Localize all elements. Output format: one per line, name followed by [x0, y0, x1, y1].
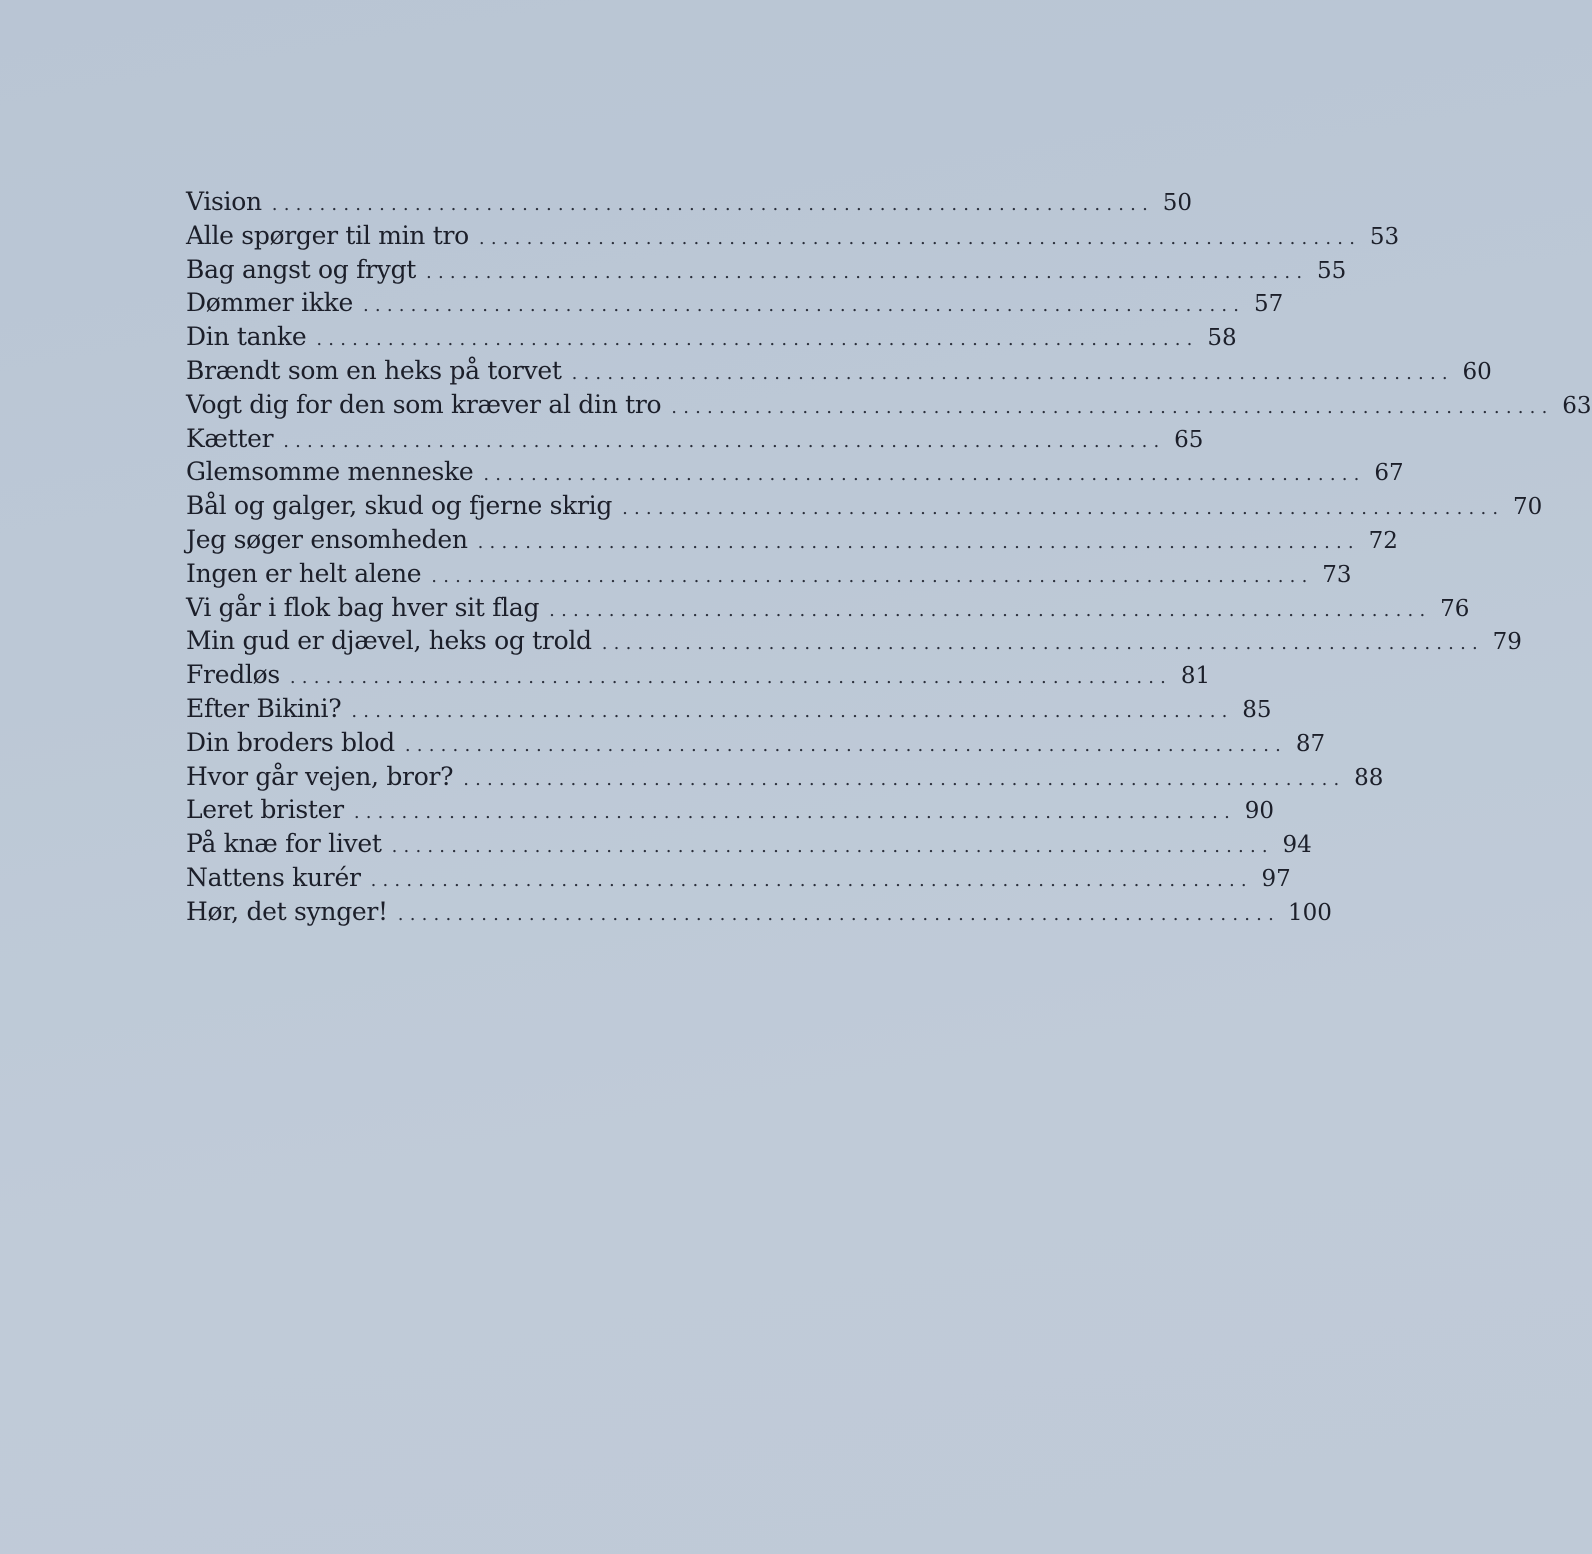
table-of-contents — [186, 185, 1592, 929]
toc-leader-dots: .......................................................................... — [622, 498, 1505, 520]
toc-entry-title: Glemsomme menneske — [186, 457, 474, 487]
toc-entry-page: 97 — [1261, 865, 1291, 892]
toc-leader-dots: .......................................................................... — [483, 464, 1366, 486]
toc-entry-title: Alle spørger til min tro — [186, 220, 469, 250]
toc-entry — [186, 793, 1275, 827]
toc-entry-title: Vi går i flok bag hver sit flag — [186, 592, 540, 622]
toc-entry-page: 70 — [1513, 494, 1543, 521]
toc-entry-page: 60 — [1462, 358, 1492, 385]
toc-entry-page: 55 — [1316, 257, 1347, 284]
toc-entry — [186, 591, 1470, 625]
toc-entry — [186, 422, 1204, 456]
toc-entry-title: Fredløs — [186, 660, 280, 690]
toc-leader-dots: .......................................................................... — [363, 295, 1246, 317]
toc-entry-page: 94 — [1282, 832, 1312, 859]
toc-entry — [186, 557, 1352, 591]
toc-leader-dots: .......................................................................... — [463, 768, 1346, 790]
toc-entry — [186, 455, 1404, 489]
toc-leader-dots: .......................................................................... — [426, 261, 1309, 283]
toc-entry-page: 58 — [1207, 325, 1237, 352]
toc-leader-dots: .......................................................................... — [601, 633, 1484, 655]
toc-leader-dots: .......................................................................... — [431, 565, 1314, 587]
toc-entry — [186, 726, 1326, 760]
toc-entry-page: 87 — [1295, 730, 1326, 757]
toc-entry-title: Leret brister — [186, 795, 344, 825]
toc-entry-page: 53 — [1369, 223, 1400, 250]
toc-leader-dots: .......................................................................... — [391, 836, 1274, 858]
toc-entry-page: 85 — [1242, 696, 1272, 723]
toc-entry — [186, 692, 1272, 726]
toc-leader-dots: .......................................................................... — [271, 194, 1155, 215]
toc-leader-dots: .......................................................................... — [477, 531, 1360, 553]
toc-entry-page: 81 — [1180, 663, 1211, 690]
toc-entry — [186, 354, 1492, 388]
toc-entry-title: Din tanke — [186, 322, 307, 352]
toc-entry-title: Ingen er helt alene — [186, 558, 422, 588]
toc-entry-page: 72 — [1368, 527, 1398, 554]
toc-entry-title: Bag angst og frygt — [186, 254, 417, 284]
toc-entry-title: På knæ for livet — [186, 829, 382, 859]
toc-entry — [186, 895, 1332, 929]
toc-leader-dots: .......................................................................... — [571, 362, 1454, 384]
toc-leader-dots: .......................................................................... — [404, 734, 1288, 756]
toc-leader-dots: .......................................................................... — [316, 329, 1199, 351]
toc-entry-title: Brændt som en heks på torvet — [186, 355, 562, 385]
toc-entry-page: 88 — [1354, 764, 1384, 791]
toc-entry-title: Dømmer ikke — [186, 288, 353, 318]
toc-entry-page: 79 — [1492, 629, 1522, 656]
toc-entry — [186, 286, 1284, 320]
toc-entry — [186, 253, 1347, 287]
toc-entry — [186, 320, 1237, 354]
toc-entry — [186, 523, 1398, 557]
toc-leader-dots: .......................................................................... — [289, 667, 1173, 689]
toc-entry-page: 100 — [1288, 899, 1332, 926]
toc-leader-dots: .......................................................................... — [549, 599, 1432, 621]
toc-entry-page: 65 — [1174, 426, 1204, 453]
toc-entry-page: 76 — [1440, 595, 1470, 622]
toc-entry-title: Din broders blod — [186, 727, 395, 757]
toc-leader-dots: .......................................................................... — [478, 227, 1362, 249]
toc-entry-title: Kætter — [186, 423, 274, 453]
toc-entry-page: 63 — [1562, 392, 1592, 419]
toc-entry-page: 90 — [1244, 798, 1275, 825]
toc-entry-page: 73 — [1322, 561, 1352, 588]
toc-entry — [186, 760, 1384, 794]
toc-entry-title: Min gud er djævel, heks og trold — [186, 626, 592, 656]
toc-entry — [186, 624, 1522, 658]
toc-leader-dots: .......................................................................... — [397, 903, 1281, 925]
toc-leader-dots: .......................................................................... — [370, 869, 1253, 891]
toc-entry-page: 50 — [1162, 190, 1193, 216]
toc-leader-dots: .......................................................................... — [353, 802, 1237, 824]
toc-entry — [186, 185, 1193, 219]
toc-entry — [186, 658, 1211, 692]
toc-entry-title: Bål og galger, skud og fjerne skrig — [186, 491, 613, 521]
toc-entry — [186, 827, 1312, 861]
toc-entry-title: Efter Bikini? — [186, 693, 342, 723]
toc-leader-dots: .......................................................................... — [351, 700, 1234, 722]
toc-entry-page: 67 — [1374, 460, 1404, 487]
toc-entry-title: Vogt dig for den som kræver al din tro — [186, 389, 662, 419]
toc-entry-title: Jeg søger ensomheden — [186, 524, 468, 554]
toc-entry — [186, 219, 1400, 253]
toc-entry-title: Vision — [186, 187, 262, 216]
toc-entry-title: Hør, det synger! — [186, 896, 388, 926]
toc-entry-title: Hvor går vejen, bror? — [186, 761, 454, 791]
toc-entry — [186, 489, 1543, 523]
toc-leader-dots: .......................................................................... — [671, 396, 1554, 418]
toc-entry-title: Nattens kurér — [186, 862, 361, 892]
toc-leader-dots: .......................................................................... — [283, 430, 1166, 452]
toc-entry-page: 57 — [1253, 291, 1284, 318]
toc-entry — [186, 388, 1592, 422]
toc-entry — [186, 861, 1291, 895]
